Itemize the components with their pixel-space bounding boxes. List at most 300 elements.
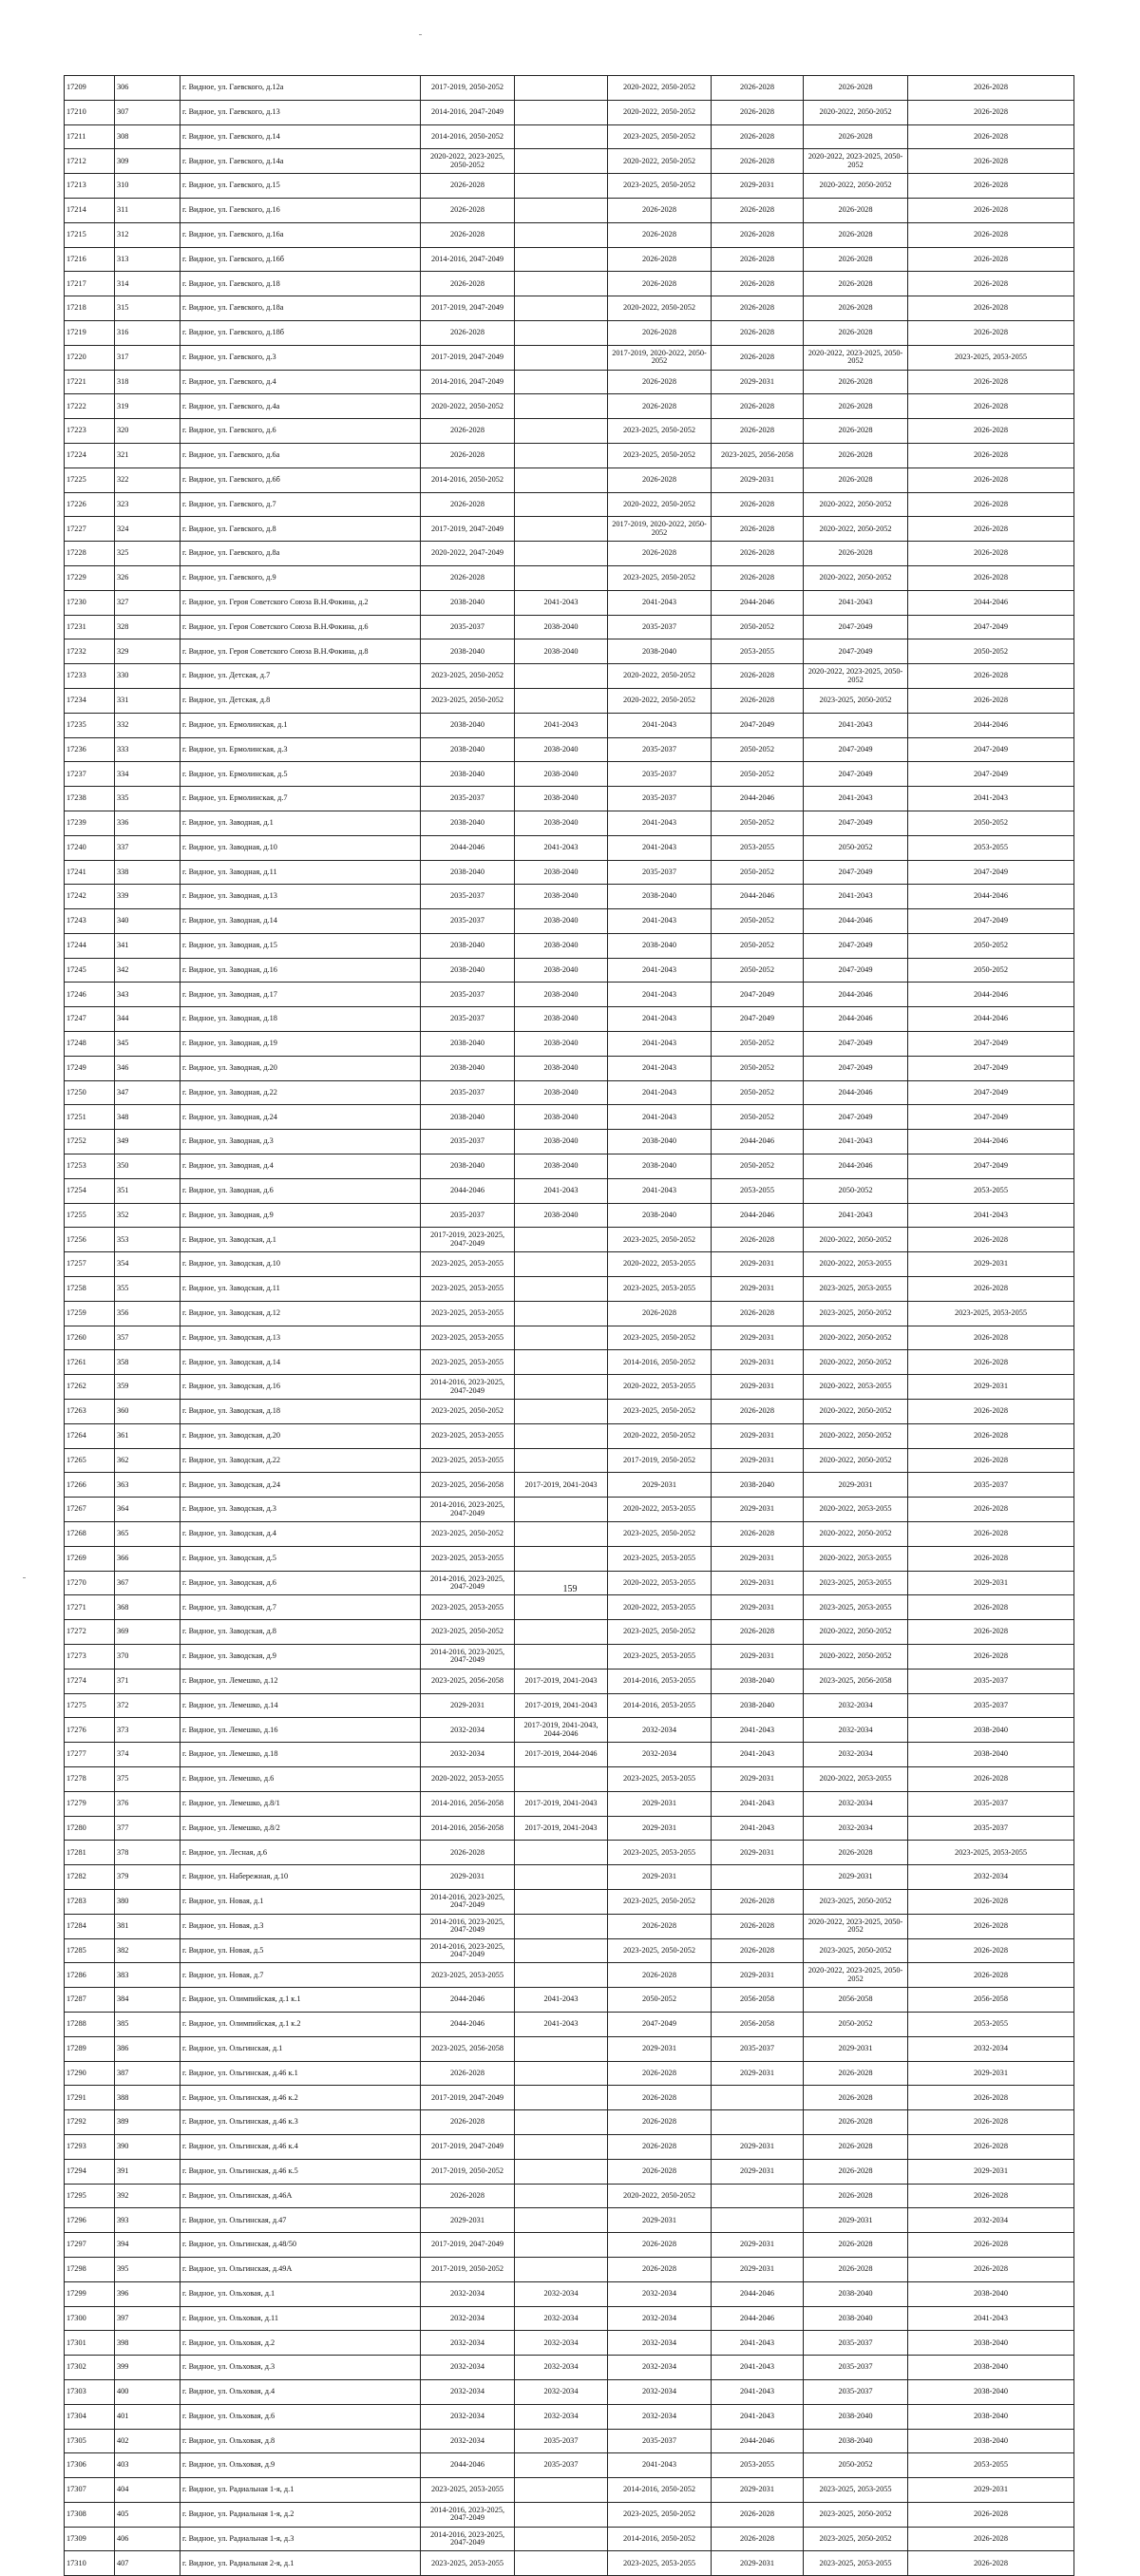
row-id-cell: 17260 bbox=[65, 1326, 115, 1350]
period-4-cell: 2050-2052 bbox=[712, 909, 804, 934]
row-id-cell: 17236 bbox=[65, 737, 115, 762]
period-5-cell: 2023-2025, 2050-2052 bbox=[804, 1301, 908, 1326]
row-number-cell: 327 bbox=[115, 590, 180, 615]
period-5-cell: 2020-2022, 2053-2055 bbox=[804, 1546, 908, 1571]
address-cell: г. Видное, ул. Ольховая, д.6 bbox=[180, 2404, 421, 2429]
table-row bbox=[65, 1423, 1074, 1448]
period-1-cell: 2023-2025, 2050-2052 bbox=[421, 688, 515, 713]
row-id-cell: 17268 bbox=[65, 1522, 115, 1547]
period-5-cell: 2020-2022, 2050-2052 bbox=[804, 100, 908, 124]
period-1-cell: 2023-2025, 2053-2055 bbox=[421, 1423, 515, 1448]
row-number-cell: 383 bbox=[115, 1963, 180, 1988]
period-2-cell: 2038-2040 bbox=[515, 762, 608, 787]
row-number-cell: 343 bbox=[115, 983, 180, 1007]
row-number-cell: 307 bbox=[115, 100, 180, 124]
row-number-cell: 351 bbox=[115, 1178, 180, 1203]
table-row bbox=[65, 1400, 1074, 1424]
address-cell: г. Видное, ул. Лемешко, д.18 bbox=[180, 1743, 421, 1767]
period-3-cell: 2041-2043 bbox=[608, 1080, 712, 1105]
period-2-cell: 2041-2043 bbox=[515, 713, 608, 737]
row-id-cell: 17243 bbox=[65, 909, 115, 934]
address-cell: г. Видное, ул. Гаевского, д.16а bbox=[180, 222, 421, 247]
period-3-cell: 2023-2025, 2050-2052 bbox=[608, 419, 712, 444]
row-id-cell: 17209 bbox=[65, 76, 115, 101]
row-id-cell: 17303 bbox=[65, 2379, 115, 2404]
period-3-cell: 2041-2043 bbox=[608, 713, 712, 737]
row-id-cell: 17299 bbox=[65, 2281, 115, 2306]
period-3-cell: 2026-2028 bbox=[608, 2134, 712, 2159]
period-6-cell: 2026-2028 bbox=[908, 222, 1074, 247]
period-5-cell: 2020-2022, 2050-2052 bbox=[804, 1620, 908, 1645]
period-2-cell: 2038-2040 bbox=[515, 933, 608, 958]
period-5-cell: 2041-2043 bbox=[804, 713, 908, 737]
period-4-cell: 2029-2031 bbox=[712, 1766, 804, 1791]
table-row bbox=[65, 639, 1074, 664]
period-1-cell: 2029-2031 bbox=[421, 2208, 515, 2233]
table-row bbox=[65, 198, 1074, 222]
period-5-cell: 2041-2043 bbox=[804, 787, 908, 811]
row-number-cell: 386 bbox=[115, 2036, 180, 2061]
period-2-cell bbox=[515, 100, 608, 124]
period-3-cell: 2017-2019, 2050-2052 bbox=[608, 1448, 712, 1473]
table-row bbox=[65, 492, 1074, 517]
period-5-cell: 2020-2022, 2023-2025, 2050-2052 bbox=[804, 1963, 908, 1988]
period-2-cell bbox=[515, 370, 608, 394]
row-number-cell: 312 bbox=[115, 222, 180, 247]
row-id-cell: 17239 bbox=[65, 811, 115, 835]
row-number-cell: 339 bbox=[115, 885, 180, 909]
row-number-cell: 385 bbox=[115, 2012, 180, 2036]
row-id-cell: 17270 bbox=[65, 1571, 115, 1595]
period-1-cell: 2035-2037 bbox=[421, 909, 515, 934]
table-row bbox=[65, 2379, 1074, 2404]
row-number-cell: 402 bbox=[115, 2429, 180, 2453]
address-cell: г. Видное, ул. Ольгинская, д.46 к.3 bbox=[180, 2110, 421, 2135]
period-2-cell bbox=[515, 1252, 608, 1277]
period-4-cell bbox=[712, 2208, 804, 2233]
period-3-cell: 2020-2022, 2050-2052 bbox=[608, 2184, 712, 2208]
row-id-cell: 17267 bbox=[65, 1498, 115, 1522]
period-5-cell: 2038-2040 bbox=[804, 2404, 908, 2429]
period-3-cell: 2038-2040 bbox=[608, 1130, 712, 1154]
address-cell: г. Видное, ул. Детская, д.8 bbox=[180, 688, 421, 713]
period-5-cell: 2026-2028 bbox=[804, 296, 908, 321]
row-id-cell: 17280 bbox=[65, 1816, 115, 1841]
row-id-cell: 17240 bbox=[65, 835, 115, 860]
period-4-cell: 2029-2031 bbox=[712, 1375, 804, 1400]
row-id-cell: 17291 bbox=[65, 2086, 115, 2110]
table-row bbox=[65, 247, 1074, 272]
period-2-cell: 2038-2040 bbox=[515, 1032, 608, 1057]
period-6-cell: 2026-2028 bbox=[908, 1766, 1074, 1791]
period-2-cell bbox=[515, 443, 608, 467]
period-4-cell: 2026-2028 bbox=[712, 1914, 804, 1938]
period-5-cell: 2056-2058 bbox=[804, 1988, 908, 2013]
table-row bbox=[65, 590, 1074, 615]
period-3-cell: 2041-2043 bbox=[608, 958, 712, 983]
address-cell: г. Видное, ул. Олимпийская, д.1 к.2 bbox=[180, 2012, 421, 2036]
row-number-cell: 395 bbox=[115, 2257, 180, 2281]
period-4-cell: 2041-2043 bbox=[712, 2404, 804, 2429]
period-2-cell bbox=[515, 1498, 608, 1522]
table-row bbox=[65, 615, 1074, 639]
period-3-cell: 2032-2034 bbox=[608, 2356, 712, 2380]
table-row bbox=[65, 909, 1074, 934]
period-6-cell: 2026-2028 bbox=[908, 1423, 1074, 1448]
address-cell: г. Видное, ул. Гаевского, д.14 bbox=[180, 124, 421, 149]
row-id-cell: 17250 bbox=[65, 1080, 115, 1105]
period-4-cell: 2050-2052 bbox=[712, 615, 804, 639]
period-4-cell: 2029-2031 bbox=[712, 2134, 804, 2159]
period-5-cell: 2041-2043 bbox=[804, 885, 908, 909]
period-1-cell: 2032-2034 bbox=[421, 2281, 515, 2306]
period-4-cell: 2026-2028 bbox=[712, 517, 804, 542]
table-row bbox=[65, 1154, 1074, 1179]
period-6-cell: 2047-2049 bbox=[908, 1105, 1074, 1130]
row-number-cell: 340 bbox=[115, 909, 180, 934]
period-3-cell: 2026-2028 bbox=[608, 467, 712, 492]
period-6-cell: 2044-2046 bbox=[908, 1007, 1074, 1032]
row-id-cell: 17251 bbox=[65, 1105, 115, 1130]
row-number-cell: 377 bbox=[115, 1816, 180, 1841]
row-number-cell: 361 bbox=[115, 1423, 180, 1448]
address-cell: г. Видное, ул. Ольховая, д.9 bbox=[180, 2453, 421, 2478]
period-4-cell: 2050-2052 bbox=[712, 1056, 804, 1080]
period-6-cell: 2026-2028 bbox=[908, 2502, 1074, 2527]
row-id-cell: 17224 bbox=[65, 443, 115, 467]
row-number-cell: 316 bbox=[115, 320, 180, 345]
period-2-cell: 2038-2040 bbox=[515, 909, 608, 934]
table-row bbox=[65, 2331, 1074, 2356]
period-6-cell: 2050-2052 bbox=[908, 933, 1074, 958]
period-5-cell: 2020-2022, 2050-2052 bbox=[804, 565, 908, 590]
address-cell: г. Видное, ул. Заводная, д.14 bbox=[180, 909, 421, 934]
period-1-cell: 2023-2025, 2053-2055 bbox=[421, 1963, 515, 1988]
address-cell: г. Видное, ул. Заводная, д.17 bbox=[180, 983, 421, 1007]
table-row bbox=[65, 565, 1074, 590]
period-6-cell: 2047-2049 bbox=[908, 860, 1074, 885]
period-1-cell: 2017-2019, 2047-2049 bbox=[421, 2086, 515, 2110]
period-5-cell: 2020-2022, 2023-2025, 2050-2052 bbox=[804, 149, 908, 174]
period-6-cell: 2026-2028 bbox=[908, 2134, 1074, 2159]
table-row bbox=[65, 713, 1074, 737]
period-2-cell: 2041-2043 bbox=[515, 1178, 608, 1203]
row-id-cell: 17245 bbox=[65, 958, 115, 983]
table-row bbox=[65, 1816, 1074, 1841]
period-6-cell: 2047-2049 bbox=[908, 737, 1074, 762]
period-1-cell: 2026-2028 bbox=[421, 443, 515, 467]
period-5-cell: 2047-2049 bbox=[804, 639, 908, 664]
period-4-cell: 2026-2028 bbox=[712, 296, 804, 321]
period-1-cell: 2035-2037 bbox=[421, 1080, 515, 1105]
table-row bbox=[65, 1375, 1074, 1400]
row-id-cell: 17247 bbox=[65, 1007, 115, 1032]
period-3-cell: 2023-2025, 2053-2055 bbox=[608, 2551, 712, 2576]
row-number-cell: 313 bbox=[115, 247, 180, 272]
period-2-cell: 2038-2040 bbox=[515, 860, 608, 885]
row-number-cell: 311 bbox=[115, 198, 180, 222]
address-cell: г. Видное, ул. Заводская, д.16 bbox=[180, 1375, 421, 1400]
period-6-cell: 2026-2028 bbox=[908, 2551, 1074, 2576]
period-6-cell: 2038-2040 bbox=[908, 2379, 1074, 2404]
address-cell: г. Видное, ул. Ольгинская, д.46 к.2 bbox=[180, 2086, 421, 2110]
period-1-cell: 2023-2025, 2053-2055 bbox=[421, 1595, 515, 1620]
period-4-cell: 2044-2046 bbox=[712, 885, 804, 909]
address-cell: г. Видное, ул. Заводская, д.4 bbox=[180, 1522, 421, 1547]
row-number-cell: 403 bbox=[115, 2453, 180, 2478]
row-id-cell: 17212 bbox=[65, 149, 115, 174]
period-3-cell: 2050-2052 bbox=[608, 1988, 712, 2013]
table-row bbox=[65, 2281, 1074, 2306]
row-number-cell: 397 bbox=[115, 2306, 180, 2331]
period-3-cell: 2023-2025, 2050-2052 bbox=[608, 124, 712, 149]
period-1-cell: 2017-2019, 2047-2049 bbox=[421, 345, 515, 370]
table-row bbox=[65, 2012, 1074, 2036]
table-row bbox=[65, 2429, 1074, 2453]
period-3-cell: 2023-2025, 2053-2055 bbox=[608, 1841, 712, 1865]
address-cell: г. Видное, ул. Гаевского, д.7 bbox=[180, 492, 421, 517]
period-1-cell: 2038-2040 bbox=[421, 1154, 515, 1179]
period-6-cell: 2026-2028 bbox=[908, 565, 1074, 590]
period-3-cell: 2020-2022, 2050-2052 bbox=[608, 100, 712, 124]
table-row bbox=[65, 1178, 1074, 1203]
period-2-cell: 2038-2040 bbox=[515, 1007, 608, 1032]
period-3-cell: 2023-2025, 2050-2052 bbox=[608, 1400, 712, 1424]
address-cell: г. Видное, ул. Новая, д.1 bbox=[180, 1889, 421, 1914]
period-1-cell: 2017-2019, 2050-2052 bbox=[421, 2159, 515, 2184]
period-5-cell: 2026-2028 bbox=[804, 1841, 908, 1865]
row-number-cell: 407 bbox=[115, 2551, 180, 2576]
period-2-cell: 2017-2019, 2041-2043 bbox=[515, 1816, 608, 1841]
row-id-cell: 17218 bbox=[65, 296, 115, 321]
period-2-cell bbox=[515, 1889, 608, 1914]
period-4-cell: 2053-2055 bbox=[712, 639, 804, 664]
period-2-cell bbox=[515, 76, 608, 101]
period-4-cell: 2035-2037 bbox=[712, 2036, 804, 2061]
row-number-cell: 350 bbox=[115, 1154, 180, 1179]
period-5-cell: 2047-2049 bbox=[804, 737, 908, 762]
period-6-cell: 2023-2025, 2053-2055 bbox=[908, 1841, 1074, 1865]
period-4-cell: 2029-2031 bbox=[712, 1498, 804, 1522]
period-5-cell: 2020-2022, 2050-2052 bbox=[804, 1423, 908, 1448]
period-3-cell: 2014-2016, 2050-2052 bbox=[608, 2478, 712, 2503]
row-number-cell: 321 bbox=[115, 443, 180, 467]
table-row bbox=[65, 1350, 1074, 1375]
period-2-cell bbox=[515, 1938, 608, 1963]
table-row bbox=[65, 1522, 1074, 1547]
period-2-cell: 2032-2034 bbox=[515, 2356, 608, 2380]
table-row bbox=[65, 1546, 1074, 1571]
period-5-cell: 2026-2028 bbox=[804, 247, 908, 272]
period-5-cell: 2020-2022, 2050-2052 bbox=[804, 1645, 908, 1670]
period-5-cell: 2023-2025, 2053-2055 bbox=[804, 1277, 908, 1302]
period-5-cell: 2047-2049 bbox=[804, 615, 908, 639]
period-1-cell: 2026-2028 bbox=[421, 2061, 515, 2086]
period-3-cell: 2020-2022, 2050-2052 bbox=[608, 76, 712, 101]
period-3-cell: 2023-2025, 2050-2052 bbox=[608, 2502, 712, 2527]
table-row bbox=[65, 1669, 1074, 1693]
period-2-cell: 2041-2043 bbox=[515, 1988, 608, 2013]
period-6-cell: 2026-2028 bbox=[908, 1522, 1074, 1547]
period-5-cell: 2020-2022, 2050-2052 bbox=[804, 1400, 908, 1424]
address-cell: г. Видное, ул. Ольгинская, д.46А bbox=[180, 2184, 421, 2208]
period-1-cell: 2035-2037 bbox=[421, 1007, 515, 1032]
period-3-cell: 2038-2040 bbox=[608, 933, 712, 958]
row-number-cell: 355 bbox=[115, 1277, 180, 1302]
row-id-cell: 17221 bbox=[65, 370, 115, 394]
table-row bbox=[65, 542, 1074, 566]
period-3-cell: 2029-2031 bbox=[608, 1865, 712, 1890]
period-2-cell: 2032-2034 bbox=[515, 2404, 608, 2429]
table-row bbox=[65, 1595, 1074, 1620]
period-3-cell: 2029-2031 bbox=[608, 1816, 712, 1841]
table-row bbox=[65, 787, 1074, 811]
period-2-cell: 2038-2040 bbox=[515, 639, 608, 664]
table-row bbox=[65, 149, 1074, 174]
row-id-cell: 17278 bbox=[65, 1766, 115, 1791]
period-3-cell: 2035-2037 bbox=[608, 787, 712, 811]
period-3-cell: 2026-2028 bbox=[608, 320, 712, 345]
period-6-cell: 2041-2043 bbox=[908, 2306, 1074, 2331]
period-6-cell: 2026-2028 bbox=[908, 1498, 1074, 1522]
period-5-cell: 2026-2028 bbox=[804, 2061, 908, 2086]
period-5-cell: 2020-2022, 2023-2025, 2050-2052 bbox=[804, 664, 908, 689]
period-4-cell: 2026-2028 bbox=[712, 2502, 804, 2527]
period-4-cell: 2029-2031 bbox=[712, 1448, 804, 1473]
period-1-cell: 2044-2046 bbox=[421, 2012, 515, 2036]
period-3-cell: 2026-2028 bbox=[608, 2110, 712, 2135]
period-3-cell: 2032-2034 bbox=[608, 1718, 712, 1743]
table-row bbox=[65, 2208, 1074, 2233]
period-4-cell: 2029-2031 bbox=[712, 2551, 804, 2576]
period-6-cell: 2026-2028 bbox=[908, 370, 1074, 394]
address-cell: г. Видное, ул. Гаевского, д.15 bbox=[180, 174, 421, 199]
period-5-cell: 2026-2028 bbox=[804, 76, 908, 101]
row-id-cell: 17241 bbox=[65, 860, 115, 885]
row-id-cell: 17259 bbox=[65, 1301, 115, 1326]
period-3-cell: 2029-2031 bbox=[608, 2036, 712, 2061]
period-1-cell: 2014-2016, 2050-2052 bbox=[421, 124, 515, 149]
table-row bbox=[65, 2159, 1074, 2184]
address-cell: г. Видное, ул. Заводная, д.6 bbox=[180, 1178, 421, 1203]
row-number-cell: 404 bbox=[115, 2478, 180, 2503]
period-3-cell: 2041-2043 bbox=[608, 1007, 712, 1032]
address-cell: г. Видное, ул. Заводская, д.12 bbox=[180, 1301, 421, 1326]
period-1-cell: 2035-2037 bbox=[421, 983, 515, 1007]
period-4-cell: 2038-2040 bbox=[712, 1669, 804, 1693]
address-cell: г. Видное, ул. Ольховая, д.2 bbox=[180, 2331, 421, 2356]
address-cell: г. Видное, ул. Ольховая, д.3 bbox=[180, 2356, 421, 2380]
period-5-cell: 2044-2046 bbox=[804, 1080, 908, 1105]
period-2-cell: 2032-2034 bbox=[515, 2306, 608, 2331]
address-cell: г. Видное, ул. Ермолинская, д.7 bbox=[180, 787, 421, 811]
row-id-cell: 17230 bbox=[65, 590, 115, 615]
row-number-cell: 319 bbox=[115, 394, 180, 419]
address-cell: г. Видное, ул. Ольгинская, д.46 к.4 bbox=[180, 2134, 421, 2159]
period-5-cell: 2026-2028 bbox=[804, 467, 908, 492]
period-6-cell: 2047-2049 bbox=[908, 909, 1074, 934]
table-row bbox=[65, 762, 1074, 787]
period-5-cell: 2050-2052 bbox=[804, 1178, 908, 1203]
period-6-cell: 2053-2055 bbox=[908, 2453, 1074, 2478]
period-4-cell: 2041-2043 bbox=[712, 2356, 804, 2380]
row-id-cell: 17294 bbox=[65, 2159, 115, 2184]
table-row bbox=[65, 222, 1074, 247]
address-cell: г. Видное, ул. Заводная, д.10 bbox=[180, 835, 421, 860]
row-id-cell: 17306 bbox=[65, 2453, 115, 2478]
address-cell: г. Видное, ул. Радиальная 2-я, д.1 bbox=[180, 2551, 421, 2576]
period-2-cell bbox=[515, 345, 608, 370]
row-number-cell: 309 bbox=[115, 149, 180, 174]
row-number-cell: 406 bbox=[115, 2527, 180, 2551]
period-6-cell: 2026-2028 bbox=[908, 467, 1074, 492]
row-id-cell: 17227 bbox=[65, 517, 115, 542]
period-3-cell: 2032-2034 bbox=[608, 1743, 712, 1767]
address-cell: г. Видное, ул. Ольховая, д.1 bbox=[180, 2281, 421, 2306]
period-4-cell: 2047-2049 bbox=[712, 983, 804, 1007]
period-6-cell: 2026-2028 bbox=[908, 1326, 1074, 1350]
period-3-cell: 2023-2025, 2050-2052 bbox=[608, 1889, 712, 1914]
table-row bbox=[65, 1203, 1074, 1228]
table-row bbox=[65, 2134, 1074, 2159]
period-6-cell: 2026-2028 bbox=[908, 1963, 1074, 1988]
period-4-cell: 2029-2031 bbox=[712, 1645, 804, 1670]
address-cell: г. Видное, ул. Заводская, д.9 bbox=[180, 1645, 421, 1670]
period-5-cell: 2023-2025, 2053-2055 bbox=[804, 2478, 908, 2503]
row-number-cell: 332 bbox=[115, 713, 180, 737]
row-id-cell: 17234 bbox=[65, 688, 115, 713]
row-number-cell: 370 bbox=[115, 1645, 180, 1670]
period-2-cell bbox=[515, 222, 608, 247]
period-4-cell: 2050-2052 bbox=[712, 1105, 804, 1130]
table-row bbox=[65, 2404, 1074, 2429]
table-row bbox=[65, 320, 1074, 345]
period-4-cell: 2050-2052 bbox=[712, 811, 804, 835]
address-cell: г. Видное, ул. Заводская, д.10 bbox=[180, 1252, 421, 1277]
address-cell: г. Видное, ул. Заводская, д.13 bbox=[180, 1326, 421, 1350]
address-cell: г. Видное, ул. Гаевского, д.3 bbox=[180, 345, 421, 370]
period-3-cell: 2035-2037 bbox=[608, 615, 712, 639]
period-6-cell: 2023-2025, 2053-2055 bbox=[908, 1301, 1074, 1326]
row-number-cell: 329 bbox=[115, 639, 180, 664]
row-id-cell: 17253 bbox=[65, 1154, 115, 1179]
table-row bbox=[65, 1743, 1074, 1767]
address-cell: г. Видное, ул. Заводская, д.20 bbox=[180, 1423, 421, 1448]
period-6-cell: 2044-2046 bbox=[908, 590, 1074, 615]
period-2-cell bbox=[515, 272, 608, 296]
period-3-cell: 2020-2022, 2050-2052 bbox=[608, 664, 712, 689]
period-1-cell: 2017-2019, 2047-2049 bbox=[421, 517, 515, 542]
address-cell: г. Видное, ул. Гаевского, д.6 bbox=[180, 419, 421, 444]
period-3-cell: 2032-2034 bbox=[608, 2281, 712, 2306]
row-number-cell: 354 bbox=[115, 1252, 180, 1277]
period-6-cell: 2026-2028 bbox=[908, 2233, 1074, 2258]
period-6-cell: 2026-2028 bbox=[908, 2110, 1074, 2135]
table-row bbox=[65, 1326, 1074, 1350]
period-6-cell: 2026-2028 bbox=[908, 1448, 1074, 1473]
period-5-cell: 2047-2049 bbox=[804, 1056, 908, 1080]
period-6-cell: 2032-2034 bbox=[908, 2208, 1074, 2233]
row-id-cell: 17249 bbox=[65, 1056, 115, 1080]
period-5-cell: 2023-2025, 2050-2052 bbox=[804, 688, 908, 713]
row-number-cell: 381 bbox=[115, 1914, 180, 1938]
period-2-cell bbox=[515, 2551, 608, 2576]
period-1-cell: 2035-2037 bbox=[421, 615, 515, 639]
period-2-cell bbox=[515, 394, 608, 419]
table-row bbox=[65, 1693, 1074, 1718]
period-2-cell: 2032-2034 bbox=[515, 2379, 608, 2404]
period-3-cell: 2026-2028 bbox=[608, 2257, 712, 2281]
